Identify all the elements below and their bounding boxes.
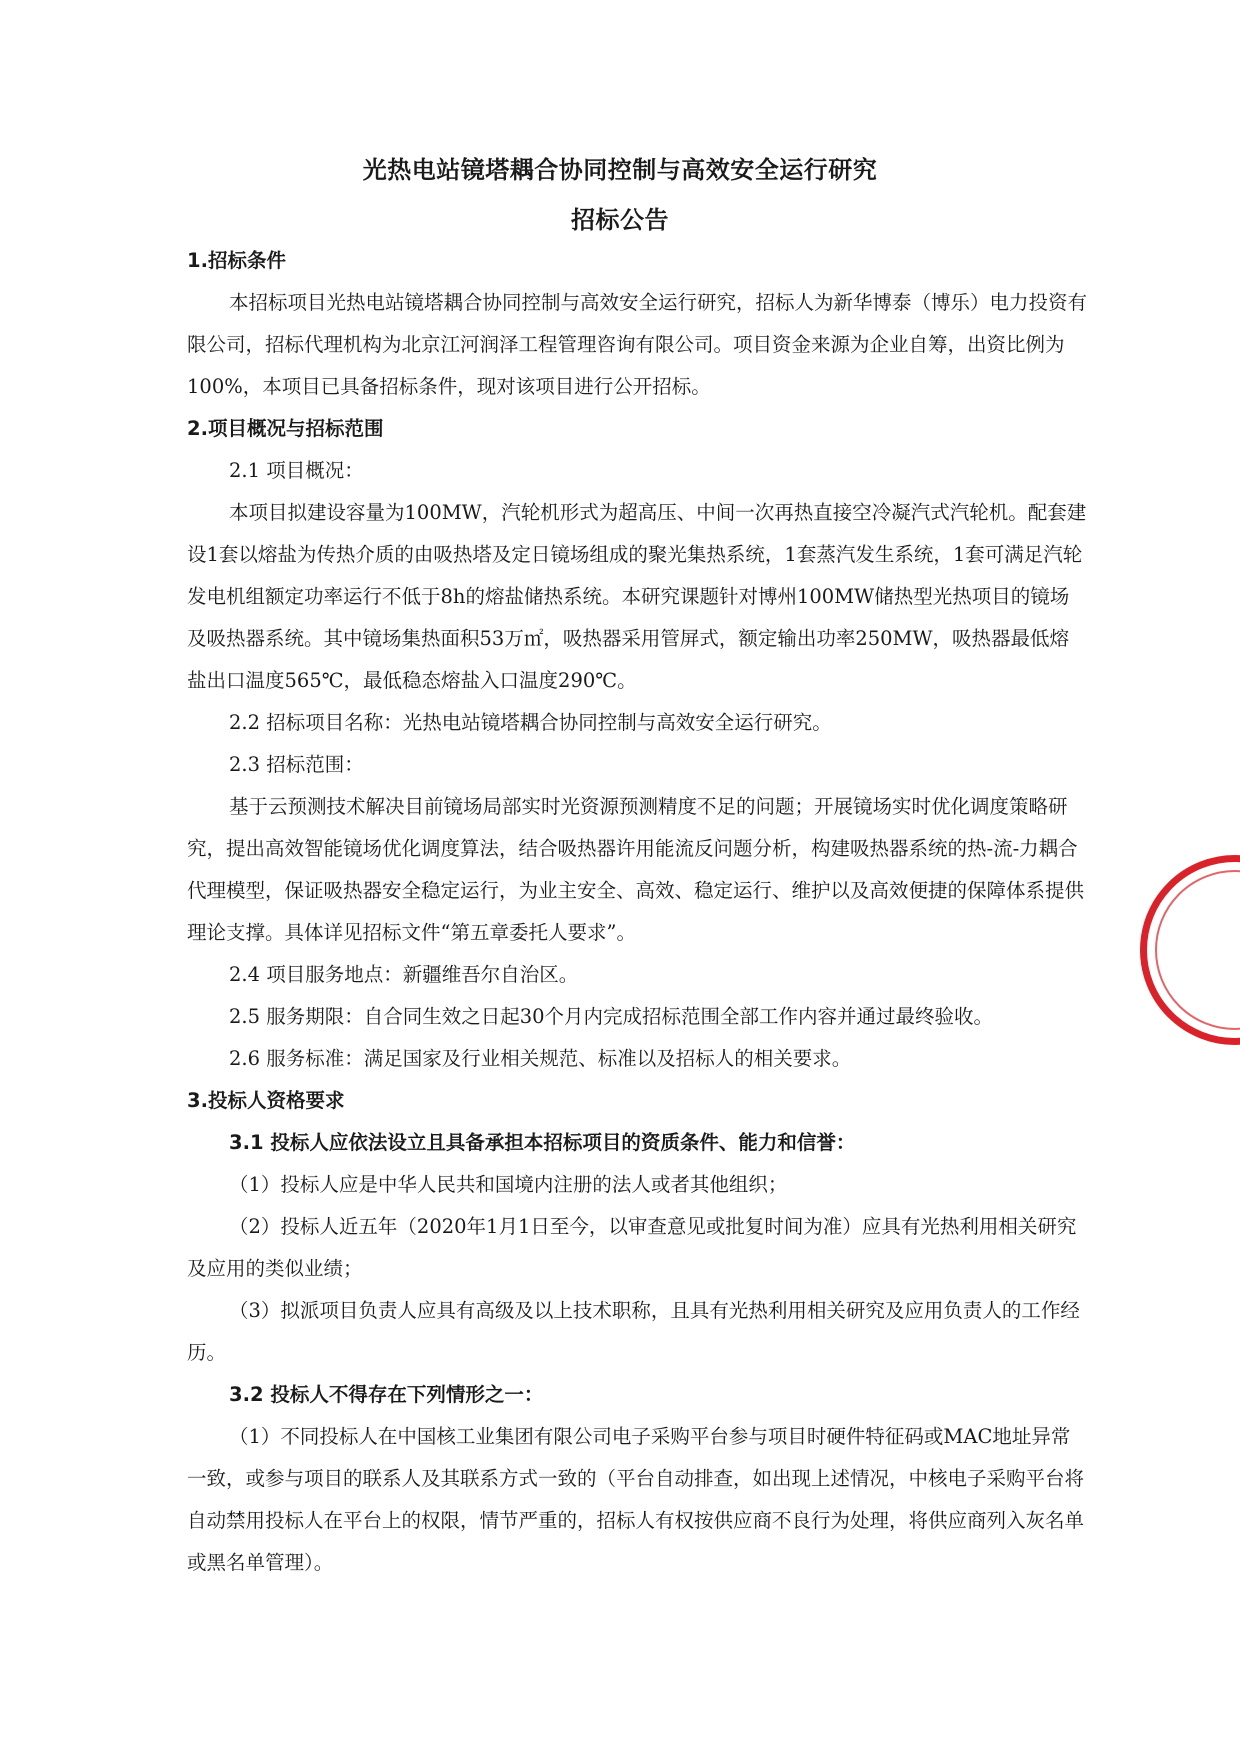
- document-body: [187, 240, 1087, 1584]
- section-2-2: 2.2 招标项目名称：光热电站镜塔耦合协同控制与高效安全运行研究。: [229, 711, 832, 734]
- section-2-6: 2.6 服务标准：满足国家及行业相关规范、标准以及招标人的相关要求。: [229, 1047, 852, 1070]
- section-3-heading: 3.投标人资格要求: [187, 1089, 345, 1112]
- section-3-1-label: 3.1 投标人应依法设立且具备承担本招标项目的资质条件、能力和信誉：: [229, 1131, 856, 1154]
- section-2-heading: 2.项目概况与招标范围: [187, 417, 384, 440]
- section-2-1-label: 2.1 项目概况：: [229, 459, 364, 482]
- section-3-1-item-2: （2）投标人近五年（2020年1月1日至今，以审查意见或批复时间为准）应具有光热利用相关研究及应用的类似业绩；: [187, 1215, 1077, 1280]
- section-1-heading: 1.招标条件: [187, 249, 286, 272]
- company-seal-stamp: [1140, 855, 1240, 1045]
- document-title: 光热电站镜塔耦合协同控制与高效安全运行研究: [362, 156, 878, 184]
- section-2-3-label: 2.3 招标范围：: [229, 753, 364, 776]
- section-3-1-item-1: （1）投标人应是中华人民共和国境内注册的法人或者其他组织；: [229, 1173, 788, 1196]
- section-2-3-paragraph: 基于云预测技术解决目前镜场局部实时光资源预测精度不足的问题；开展镜场实时优化调度策略研究，提出高效智能镜场优化调度算法，结合吸热器许用能流反问题分析，构建吸热器系统的热-流-力耦合代理模型，保证吸热器安全稳定运行，为业主安全、高效、稳定运行、维护以及高效便捷的保障体系提供理论支撑。具体详见招标文件“第五章委托人要求”。: [187, 795, 1085, 944]
- section-2-5: 2.5 服务期限：自合同生效之日起30个月内完成招标范围全部工作内容并通过最终验收。: [229, 1005, 994, 1028]
- section-3-2-item-1: （1）不同投标人在中国核工业集团有限公司电子采购平台参与项目时硬件特征码或MAC地址异常一致，或参与项目的联系人及其联系方式一致的（平台自动排查，如出现上述情况，中核电子采购平台将自动禁用投标人在平台上的权限，情节严重的，招标人有权按供应商不良行为处理，将供应商列入灰名单或黑名单管理）。: [187, 1425, 1085, 1574]
- seal-inner-ring: [1155, 870, 1240, 1030]
- section-3-2-label: 3.2 投标人不得存在下列情形之一：: [229, 1383, 544, 1406]
- section-3-1-item-3: （3）拟派项目负责人应具有高级及以上技术职称，且具有光热利用相关研究及应用负责人的工作经历。: [187, 1299, 1080, 1364]
- section-2-1-paragraph: 本项目拟建设容量为100MW，汽轮机形式为超高压、中间一次再热直接空冷凝汽式汽轮机。配套建设1套以熔盐为传热介质的由吸热塔及定日镜场组成的聚光集热系统，1套蒸汽发生系统，1套可满足汽轮发电机组额定功率运行不低于8h的熔盐储热系统。本研究课题针对博州100MW储热型光热项目的镜场及吸热器系统。其中镜场集热面积53万㎡，吸热器采用管屏式，额定输出功率250MW，吸热器最低熔盐出口温度565℃，最低稳态熔盐入口温度290℃。: [187, 501, 1087, 692]
- section-2-4: 2.4 项目服务地点：新疆维吾尔自治区。: [229, 963, 579, 986]
- document-subtitle: 招标公告: [571, 206, 669, 234]
- section-1-paragraph: 本招标项目光热电站镜塔耦合协同控制与高效安全运行研究，招标人为新华博泰（博乐）电力投资有限公司，招标代理机构为北京江河润泽工程管理咨询有限公司。项目资金来源为企业自筹，出资比例为100%，本项目已具备招标条件，现对该项目进行公开招标。: [187, 291, 1088, 398]
